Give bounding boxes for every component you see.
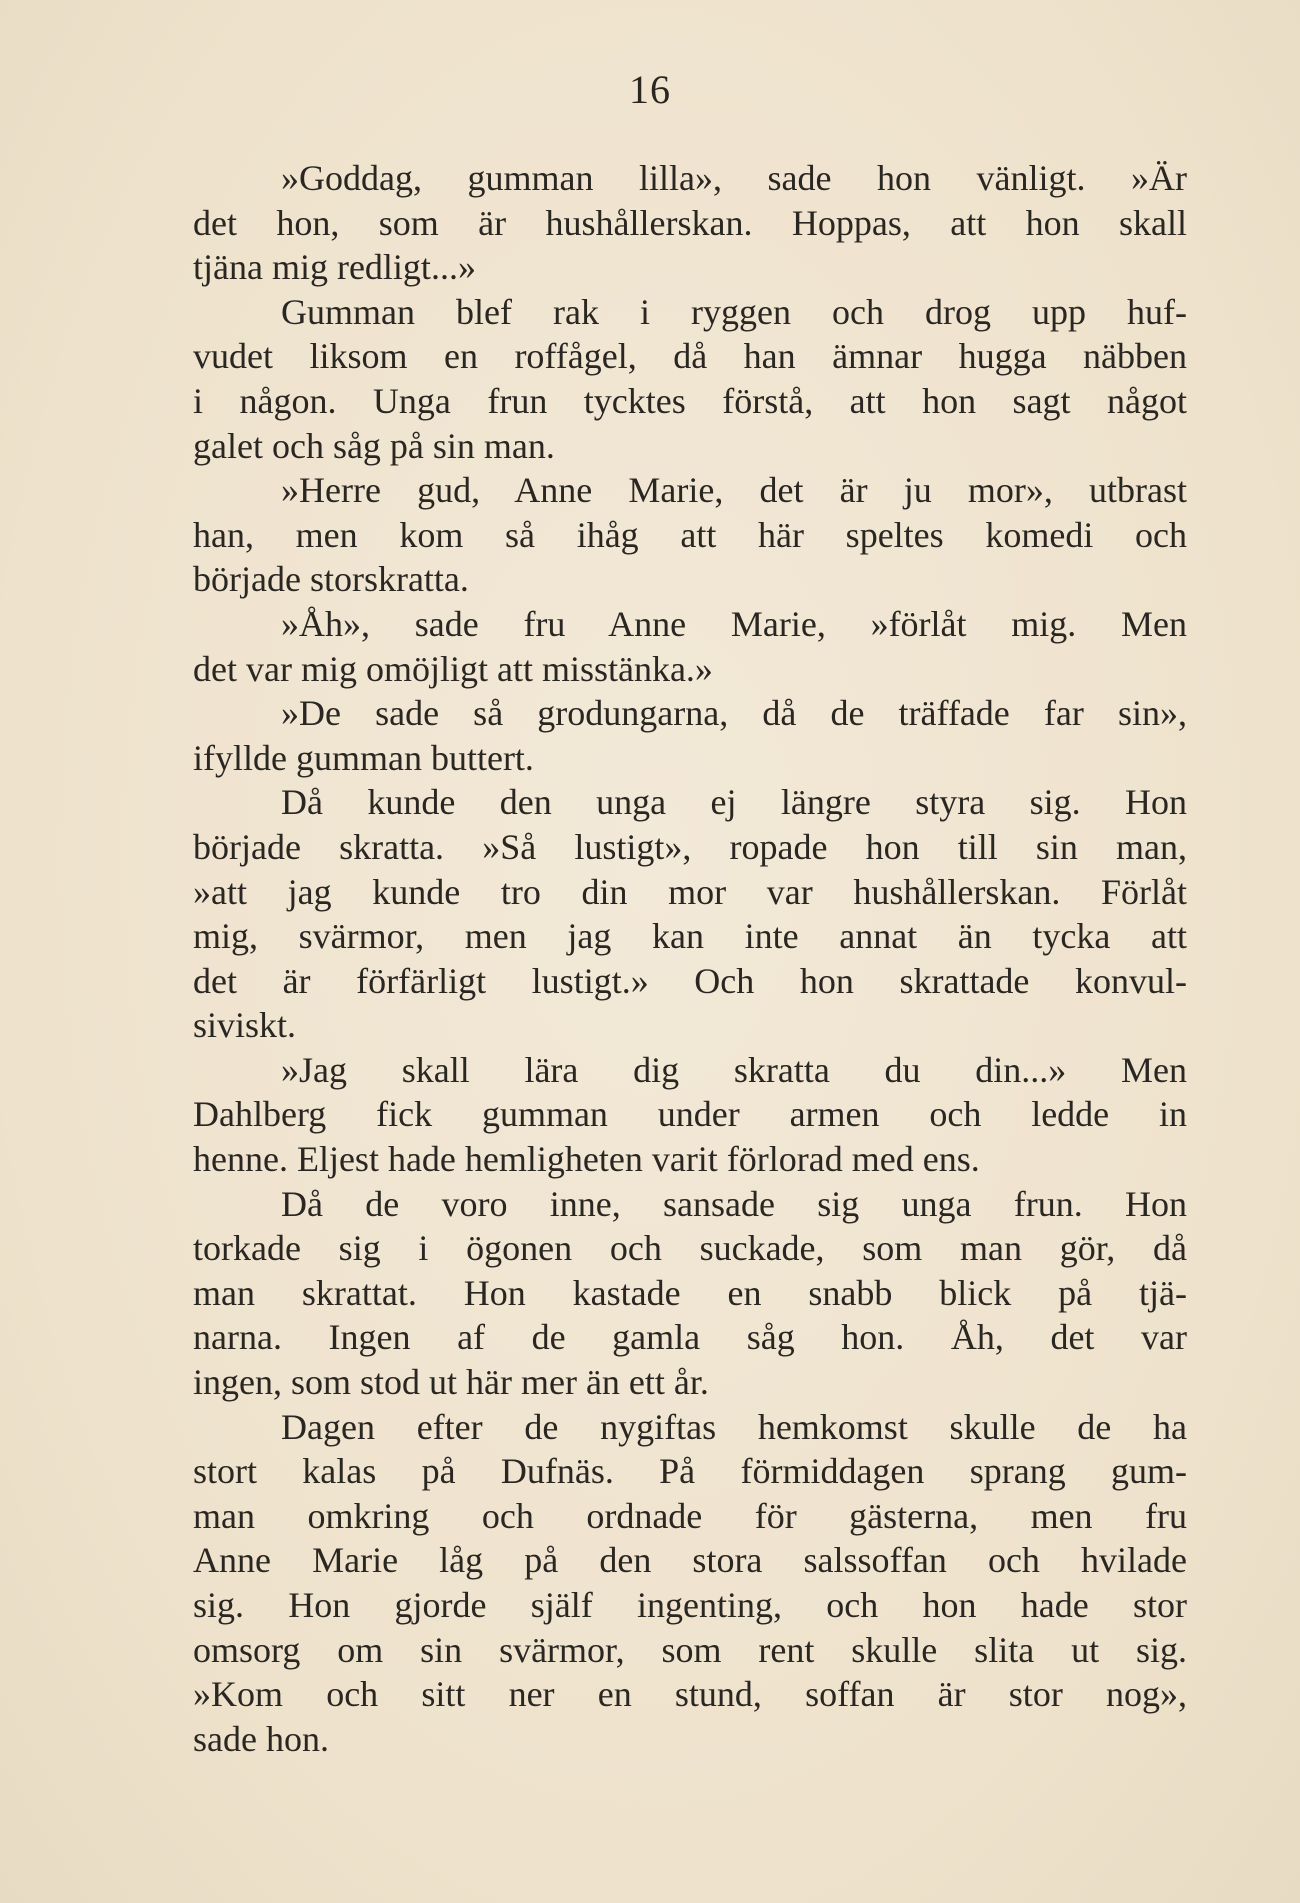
text-line: henne. Eljest hade hemligheten varit förlorad med ens. [193,1139,980,1180]
text-line: »Herre gud, Anne Marie, det är ju mor», utbrast [281,470,1187,511]
text-line: man omkring och ordnade för gästerna, men fru [193,1495,1187,1536]
text-line: i någon. Unga frun tycktes förstå, att hon sagt något [193,380,1187,421]
text-line: »De sade så grodungarna, då de träffade far sin», [281,693,1187,734]
text-line: »Åh», sade fru Anne Marie, »förlåt mig. Men [281,603,1187,644]
text-line: vudet liksom en roffågel, då han ämnar hugga näbben [193,336,1187,377]
text-line: ingen, som stod ut här mer än ett år. [193,1362,709,1403]
text-line: Dahlberg fick gumman under armen och ledde in [193,1094,1187,1135]
text-line: Då de voro inne, sansade sig unga frun. Hon [281,1183,1187,1224]
text-line: »att jag kunde tro din mor var hushållerskan. Förlåt [193,871,1187,912]
body-text [193,156,1187,1761]
text-line: stort kalas på Dufnäs. På förmiddagen sprang gum- [193,1451,1187,1492]
text-line: mig, svärmor, men jag kan inte annat än tycka att [193,916,1187,957]
text-line: Då kunde den unga ej längre styra sig. Hon [281,782,1187,823]
text-line: man skrattat. Hon kastade en snabb blick på tjä- [193,1272,1187,1313]
text-line: omsorg om sin svärmor, som rent skulle slita ut sig. [193,1629,1187,1670]
text-line: det hon, som är hushållerskan. Hoppas, att hon skall [193,202,1187,243]
text-line: Anne Marie låg på den stora salssoffan och hvilade [193,1540,1187,1581]
text-line: ifyllde gumman buttert. [193,737,534,778]
text-line: han, men kom så ihåg att här speltes komedi och [193,514,1187,555]
text-line: torkade sig i ögonen och suckade, som man gör, då [193,1228,1187,1269]
text-line: började storskratta. [193,559,469,600]
text-line: det är förfärligt lustigt.» Och hon skrattade konvul- [193,960,1187,1001]
text-line: började skratta. »Så lustigt», ropade hon till sin man, [193,826,1187,867]
page-number: 16 [629,67,671,112]
text-line: siviskt. [193,1005,297,1046]
text-line: sade hon. [193,1718,329,1759]
text-line: narna. Ingen af de gamla såg hon. Åh, det var [193,1317,1187,1358]
text-line: tjäna mig redligt...» [193,247,476,288]
text-line: »Kom och sitt ner en stund, soffan är stor nog», [193,1674,1187,1715]
text-line: sig. Hon gjorde själf ingenting, och hon hade stor [193,1585,1187,1625]
text-line: Gumman blef rak i ryggen och drog upp huf- [281,291,1187,332]
text-line: det var mig omöjligt att misstänka.» [193,648,713,689]
text-line: galet och såg på sin man. [193,425,555,466]
text-line: »Jag skall lära dig skratta du din...» Men [281,1049,1187,1090]
text-line: »Goddag, gumman lilla», sade hon vänligt. »Är [281,158,1187,198]
text-line: Dagen efter de nygiftas hemkomst skulle de ha [281,1406,1187,1447]
